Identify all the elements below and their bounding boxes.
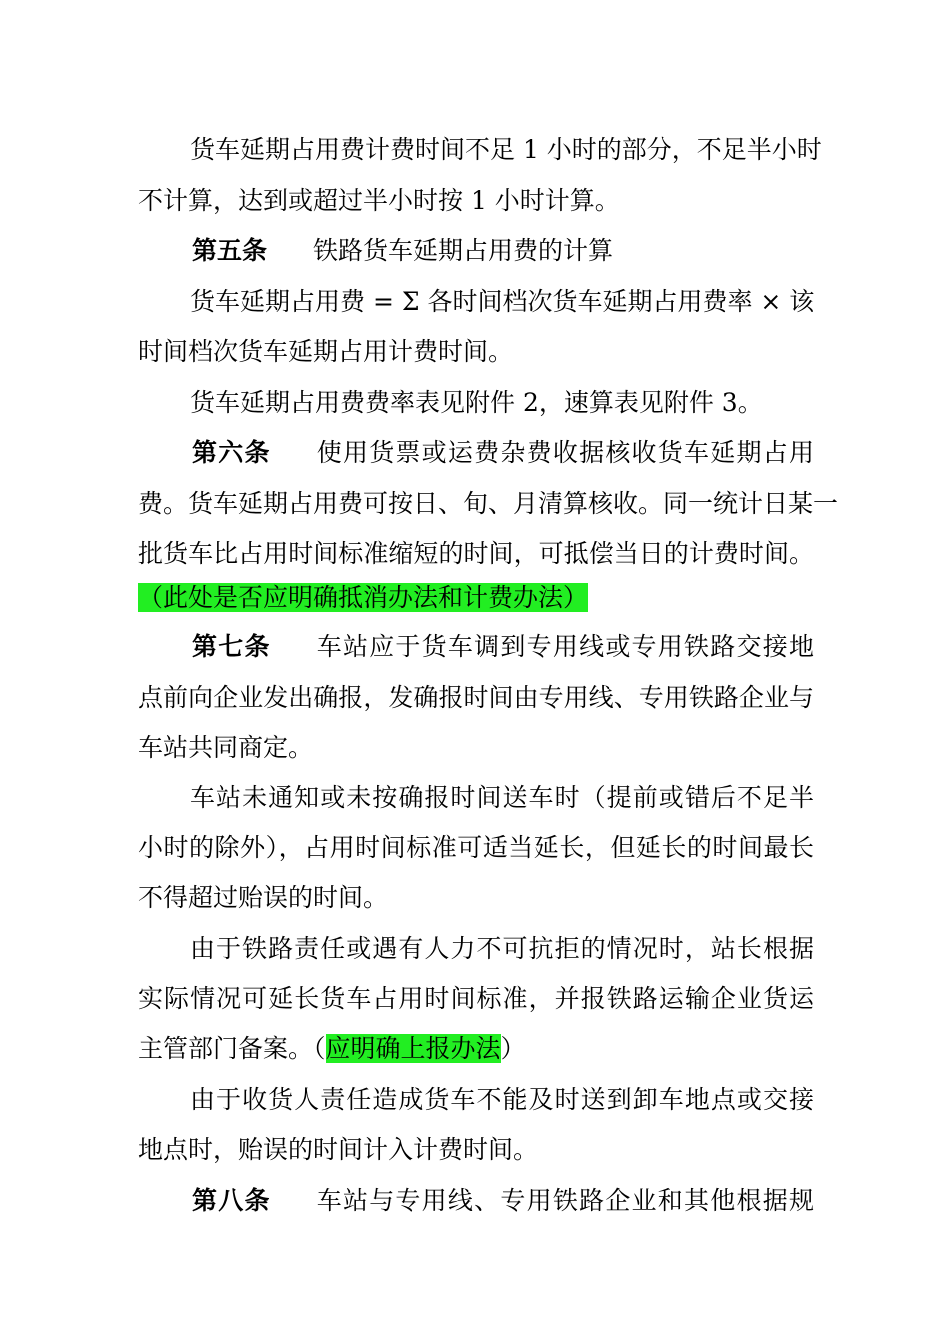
- article-heading: 第五条: [192, 236, 268, 265]
- paragraph-line: 费。货车延期占用费可按日、旬、月清算核收。同一统计日某一: [138, 489, 839, 518]
- paragraph-line: 货车延期占用费费率表见附件 2，速算表见附件 3。: [190, 388, 763, 417]
- line-text-end: ）: [500, 1034, 526, 1063]
- paragraph-line: 时间档次货车延期占用计费时间。: [138, 337, 514, 366]
- paragraph-line: 货车延期占用费计费时间不足 1 小时的部分，不足半小时: [190, 135, 822, 164]
- paragraph-line: 实际情况可延长货车占用时间标准，并报铁路运输企业货运: [138, 984, 814, 1013]
- formula-line: 货车延期占用费 = Σ 各时间档次货车延期占用费率 × 该: [190, 287, 815, 316]
- article-5-line: [192, 234, 814, 268]
- paragraph-line: 不得超过贻误的时间。: [138, 883, 389, 912]
- article-text: 车站应于货车调到专用线或专用铁路交接地: [316, 632, 814, 661]
- article-text: 使用货票或运费杂费收据核收货车延期占用: [316, 438, 814, 467]
- article-heading: 第八条: [192, 1186, 271, 1215]
- article-text: 铁路货车延期占用费的计算: [313, 236, 614, 265]
- article-7-line: [192, 630, 814, 664]
- paragraph-line: 批货车比占用时间标准缩短的时间，可抵偿当日的计费时间。: [138, 539, 814, 568]
- highlighted-review-note: （此处是否应明确抵消办法和计费办法）: [138, 583, 589, 612]
- paragraph-line: 小时的除外），占用时间标准可适当延长，但延长的时间最长: [138, 833, 814, 862]
- highlighted-review-note: 应明确上报办法: [325, 1034, 501, 1063]
- article-8-line: [192, 1184, 814, 1218]
- article-heading: 第六条: [192, 438, 271, 467]
- paragraph-line: 点前向企业发出确报，发确报时间由专用线、专用铁路企业与: [138, 683, 814, 712]
- paragraph-line-with-note: [138, 1032, 814, 1066]
- article-heading: 第七条: [192, 632, 271, 661]
- paragraph-line: 由于收货人责任造成货车不能及时送到卸车地点或交接: [190, 1085, 814, 1114]
- article-text: 车站与专用线、专用铁路企业和其他根据规: [316, 1186, 814, 1215]
- review-note-line: [138, 583, 814, 613]
- paragraph-line: 地点时，贻误的时间计入计费时间。: [138, 1135, 539, 1164]
- article-6-line: [192, 436, 814, 470]
- paragraph-line: 由于铁路责任或遇有人力不可抗拒的情况时，站长根据: [190, 934, 814, 963]
- paragraph-line: 不计算，达到或超过半小时按 1 小时计算。: [138, 186, 620, 215]
- paragraph-line: 车站未通知或未按确报时间送车时（提前或错后不足半: [190, 783, 814, 812]
- paragraph-line: 车站共同商定。: [138, 733, 314, 762]
- line-text: 主管部门备案。（: [138, 1034, 326, 1063]
